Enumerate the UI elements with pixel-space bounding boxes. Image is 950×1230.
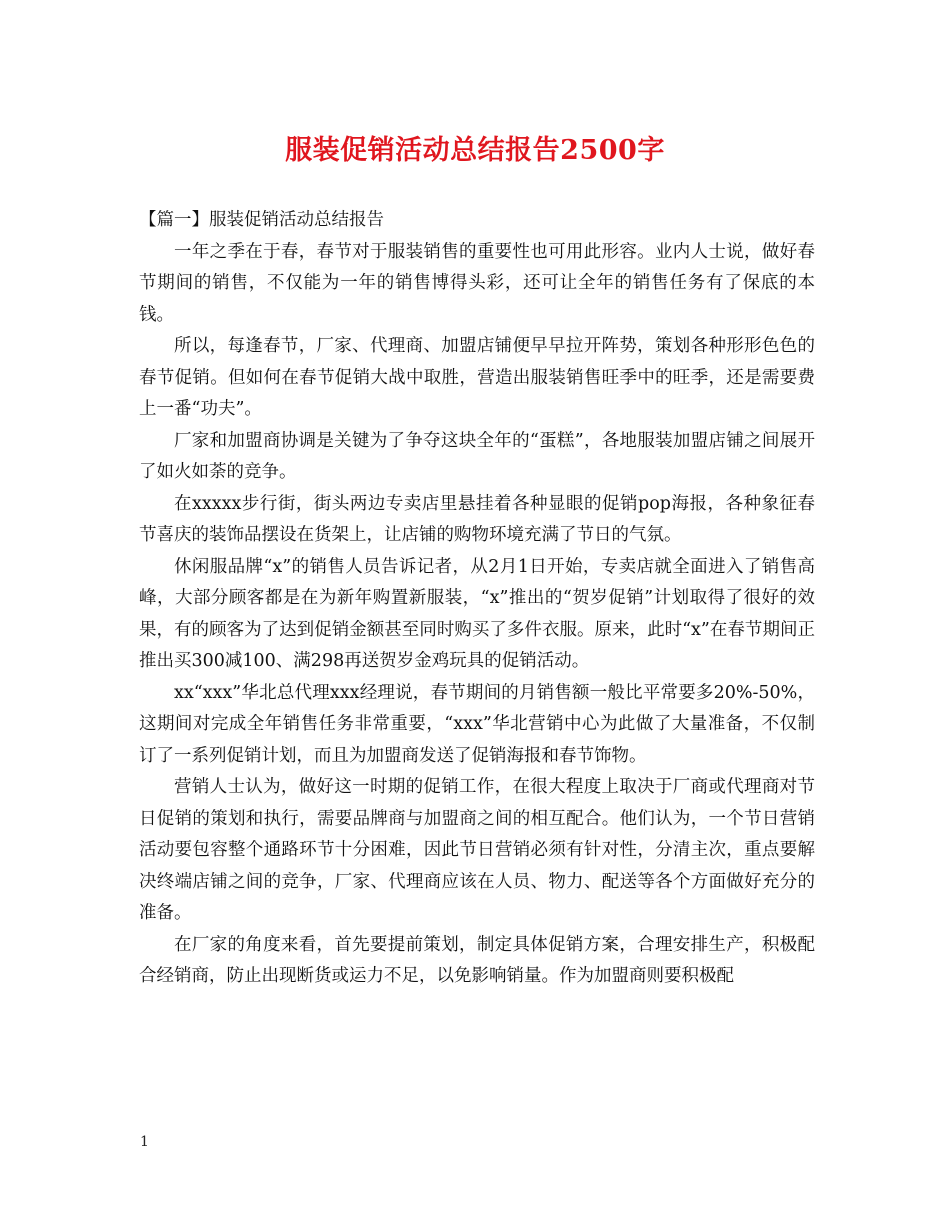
paragraph: xx“xxx”华北总代理xxx经理说，春节期间的月销售额一般比平常要多20%-50%，这期间对完成全年销售任务非常重要，“xxx”华北营销中心为此做了大量准备，不仅制订了一系列促销计划，而且为加盟商发送了促销海报和春节饰物。	[139, 682, 815, 766]
paragraph: 所以，每逢春节，厂家、代理商、加盟店铺便早早拉开阵势，策划各种形形色色的春节促销。但如何在春节促销大战中取胜，营造出服装销售旺季中的旺季，还是需要费上一番“功夫”。	[139, 336, 815, 419]
paragraph: 休闲服品牌“x”的销售人员告诉记者，从2月1日开始，专卖店就全面进入了销售高峰，大部分顾客都是在为新年购置新服装，“x”推出的“贺岁促销”计划取得了很好的效果，有的顾客为了达到促销金额甚至同时购买了多件衣服。原来，此时“x”在春节期间正推出买300减100、满298再送贺岁金鸡玩具的促销活动。	[139, 556, 815, 671]
page-number: 1	[140, 1134, 149, 1150]
document-title: 服装促销活动总结报告2500字	[285, 135, 665, 166]
paragraph: 营销人士认为，做好这一时期的促销工作，在很大程度上取决于厂商或代理商对节日促销的策划和执行，需要品牌商与加盟商之间的相互配合。他们认为，一个节日营销活动要包容整个通路环节十分困难，因此节日营销必须有针对性，分清主次，重点要解决终端店铺之间的竞争，厂家、代理商应该在人员、物力、配送等各个方面做好充分的准备。	[139, 777, 815, 923]
section-heading: 【篇一】服装促销活动总结报告	[139, 210, 384, 230]
paragraph: 厂家和加盟商协调是关键为了争夺这块全年的“蛋糕”，各地服装加盟店铺之间展开了如火如荼的竞争。	[139, 430, 815, 482]
paragraph: 一年之季在于春，春节对于服装销售的重要性也可用此形容。业内人士说，做好春节期间的销售，不仅能为一年的销售博得头彩，还可让全年的销售任务有了保底的本钱。	[139, 241, 815, 325]
paragraph: 在xxxxx步行街，街头两边专卖店里悬挂着各种显眼的促销pop海报，各种象征春节喜庆的装饰品摆设在货架上，让店铺的购物环境充满了节日的气氛。	[139, 493, 815, 545]
document-body	[139, 205, 815, 993]
paragraph: 在厂家的角度来看，首先要提前策划，制定具体促销方案，合理安排生产，积极配合经销商，防止出现断货或运力不足，以免影响销量。作为加盟商则要积极配	[139, 934, 815, 986]
